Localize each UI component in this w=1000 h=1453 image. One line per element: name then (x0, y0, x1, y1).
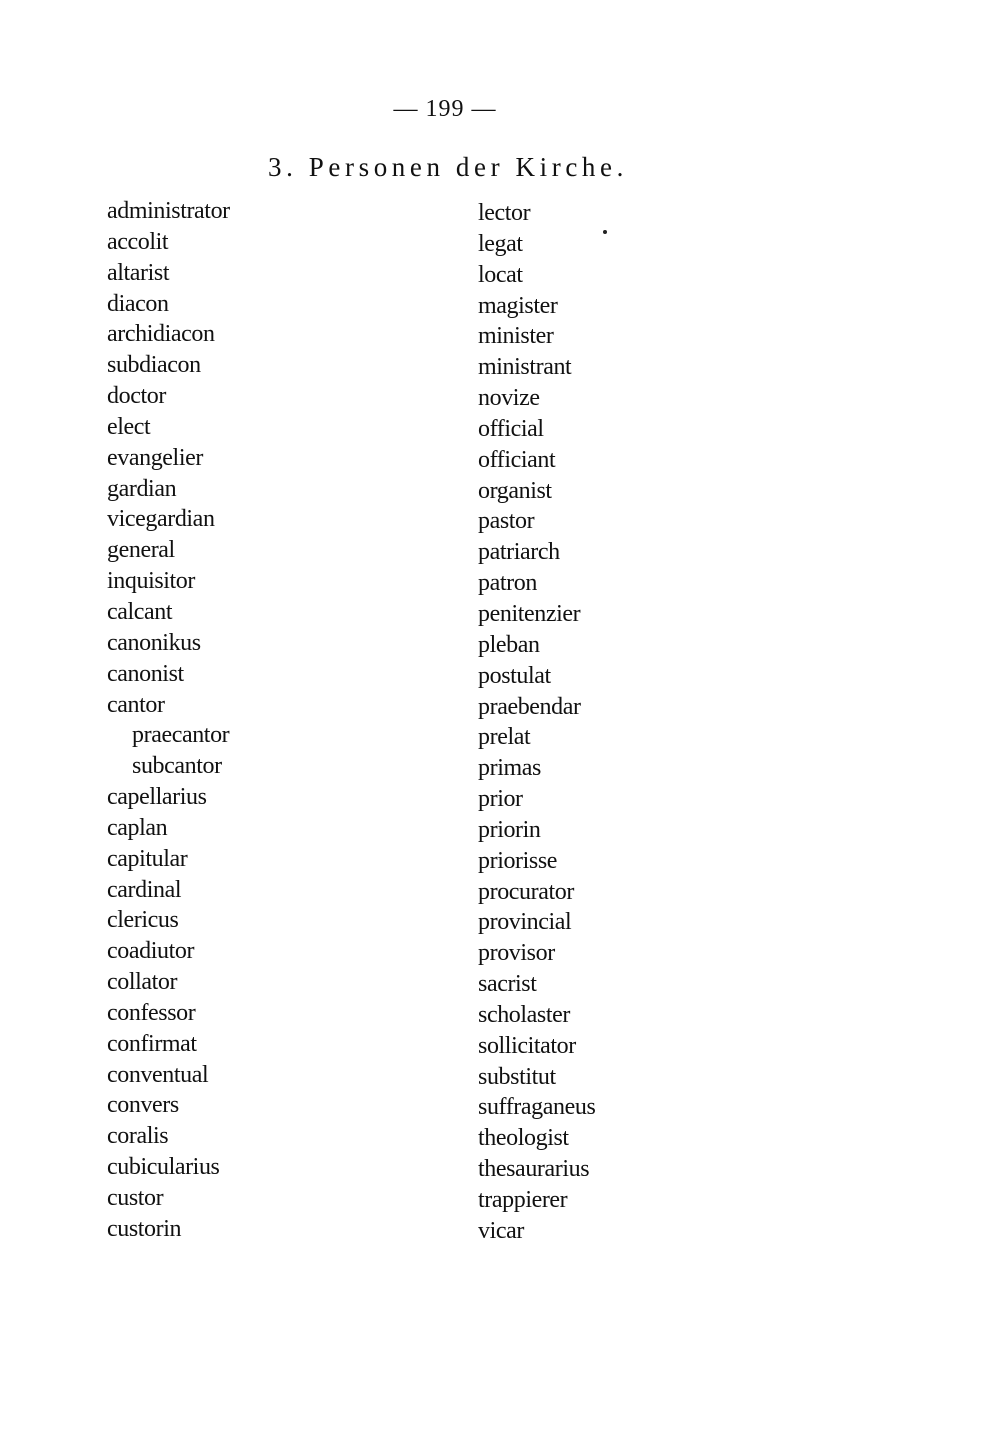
list-item: doctor (107, 383, 166, 410)
list-item: clericus (107, 907, 179, 934)
list-item: organist (478, 477, 552, 504)
list-item: subcantor (132, 753, 222, 780)
list-item: officiant (478, 446, 556, 473)
list-item: lector (478, 200, 531, 226)
list-item: cubicularius (107, 1154, 220, 1181)
list-item: canonikus (107, 629, 201, 656)
list-item: prelat (478, 724, 531, 751)
list-item: inquisitor (107, 568, 196, 595)
right-term-list (478, 198, 595, 1247)
list-item: substitut (478, 1063, 556, 1090)
list-item: procurator (478, 878, 574, 905)
list-item: conventual (107, 1061, 209, 1088)
list-item: priorin (478, 816, 541, 843)
list-item: postulat (478, 662, 551, 689)
list-item: provincial (478, 909, 572, 936)
ink-speck (603, 230, 607, 234)
list-item: convers (107, 1092, 179, 1119)
list-item: collator (107, 969, 178, 996)
list-item: suffraganeus (478, 1094, 596, 1121)
list-item: vicegardian (107, 506, 215, 533)
list-item: priorisse (478, 847, 558, 874)
list-item: elect (107, 413, 151, 440)
list-item: custorin (107, 1215, 182, 1242)
list-item: capellarius (107, 784, 207, 811)
list-item: subdiacon (107, 352, 201, 379)
list-item: confirmat (107, 1030, 197, 1057)
list-item: locat (478, 261, 523, 288)
list-item: legat (478, 230, 523, 257)
list-item: vicar (478, 1217, 524, 1244)
list-item: praecantor (132, 722, 230, 749)
list-item: theologist (478, 1125, 569, 1152)
list-item: gardian (107, 475, 177, 502)
list-item: magister (478, 292, 558, 319)
list-item: general (107, 537, 175, 564)
list-item: sacrist (478, 971, 537, 998)
list-item: evangelier (107, 444, 203, 471)
list-item: scholaster (478, 1001, 570, 1028)
list-item: coralis (107, 1123, 169, 1150)
list-item: praebendar (478, 693, 581, 720)
list-item: confessor (107, 999, 196, 1026)
list-item: custor (107, 1185, 164, 1211)
list-item: official (478, 415, 544, 442)
list-item: primas (478, 755, 541, 782)
list-item: patron (478, 570, 537, 597)
list-item: calcant (107, 598, 173, 625)
list-item: capitular (107, 845, 188, 872)
list-item: canonist (107, 660, 184, 687)
list-item: ministrant (478, 354, 572, 381)
section-title: 3. Personen der Kirche. (268, 152, 628, 182)
list-item: trappierer (478, 1187, 568, 1213)
list-item: cantor (107, 691, 165, 718)
list-item: caplan (107, 814, 168, 841)
list-item: penitenzier (478, 600, 581, 627)
list-item: administrator (107, 198, 230, 224)
list-item: pastor (478, 508, 535, 535)
list-item: cardinal (107, 876, 182, 903)
list-item: archidiacon (107, 321, 215, 348)
page-number: — 199 — (393, 96, 497, 122)
list-item: patriarch (478, 539, 560, 566)
list-item: accolit (107, 228, 169, 255)
left-term-list (107, 196, 230, 1245)
list-item: coadiutor (107, 938, 195, 965)
list-item: prior (478, 786, 523, 813)
list-item: pleban (478, 631, 540, 658)
list-item: thesaurarius (478, 1156, 590, 1183)
list-item: diacon (107, 290, 169, 317)
list-item: minister (478, 323, 554, 350)
list-item: altarist (107, 259, 170, 286)
list-item: novize (478, 385, 540, 412)
list-item: sollicitator (478, 1032, 576, 1059)
list-item: provisor (478, 940, 555, 967)
